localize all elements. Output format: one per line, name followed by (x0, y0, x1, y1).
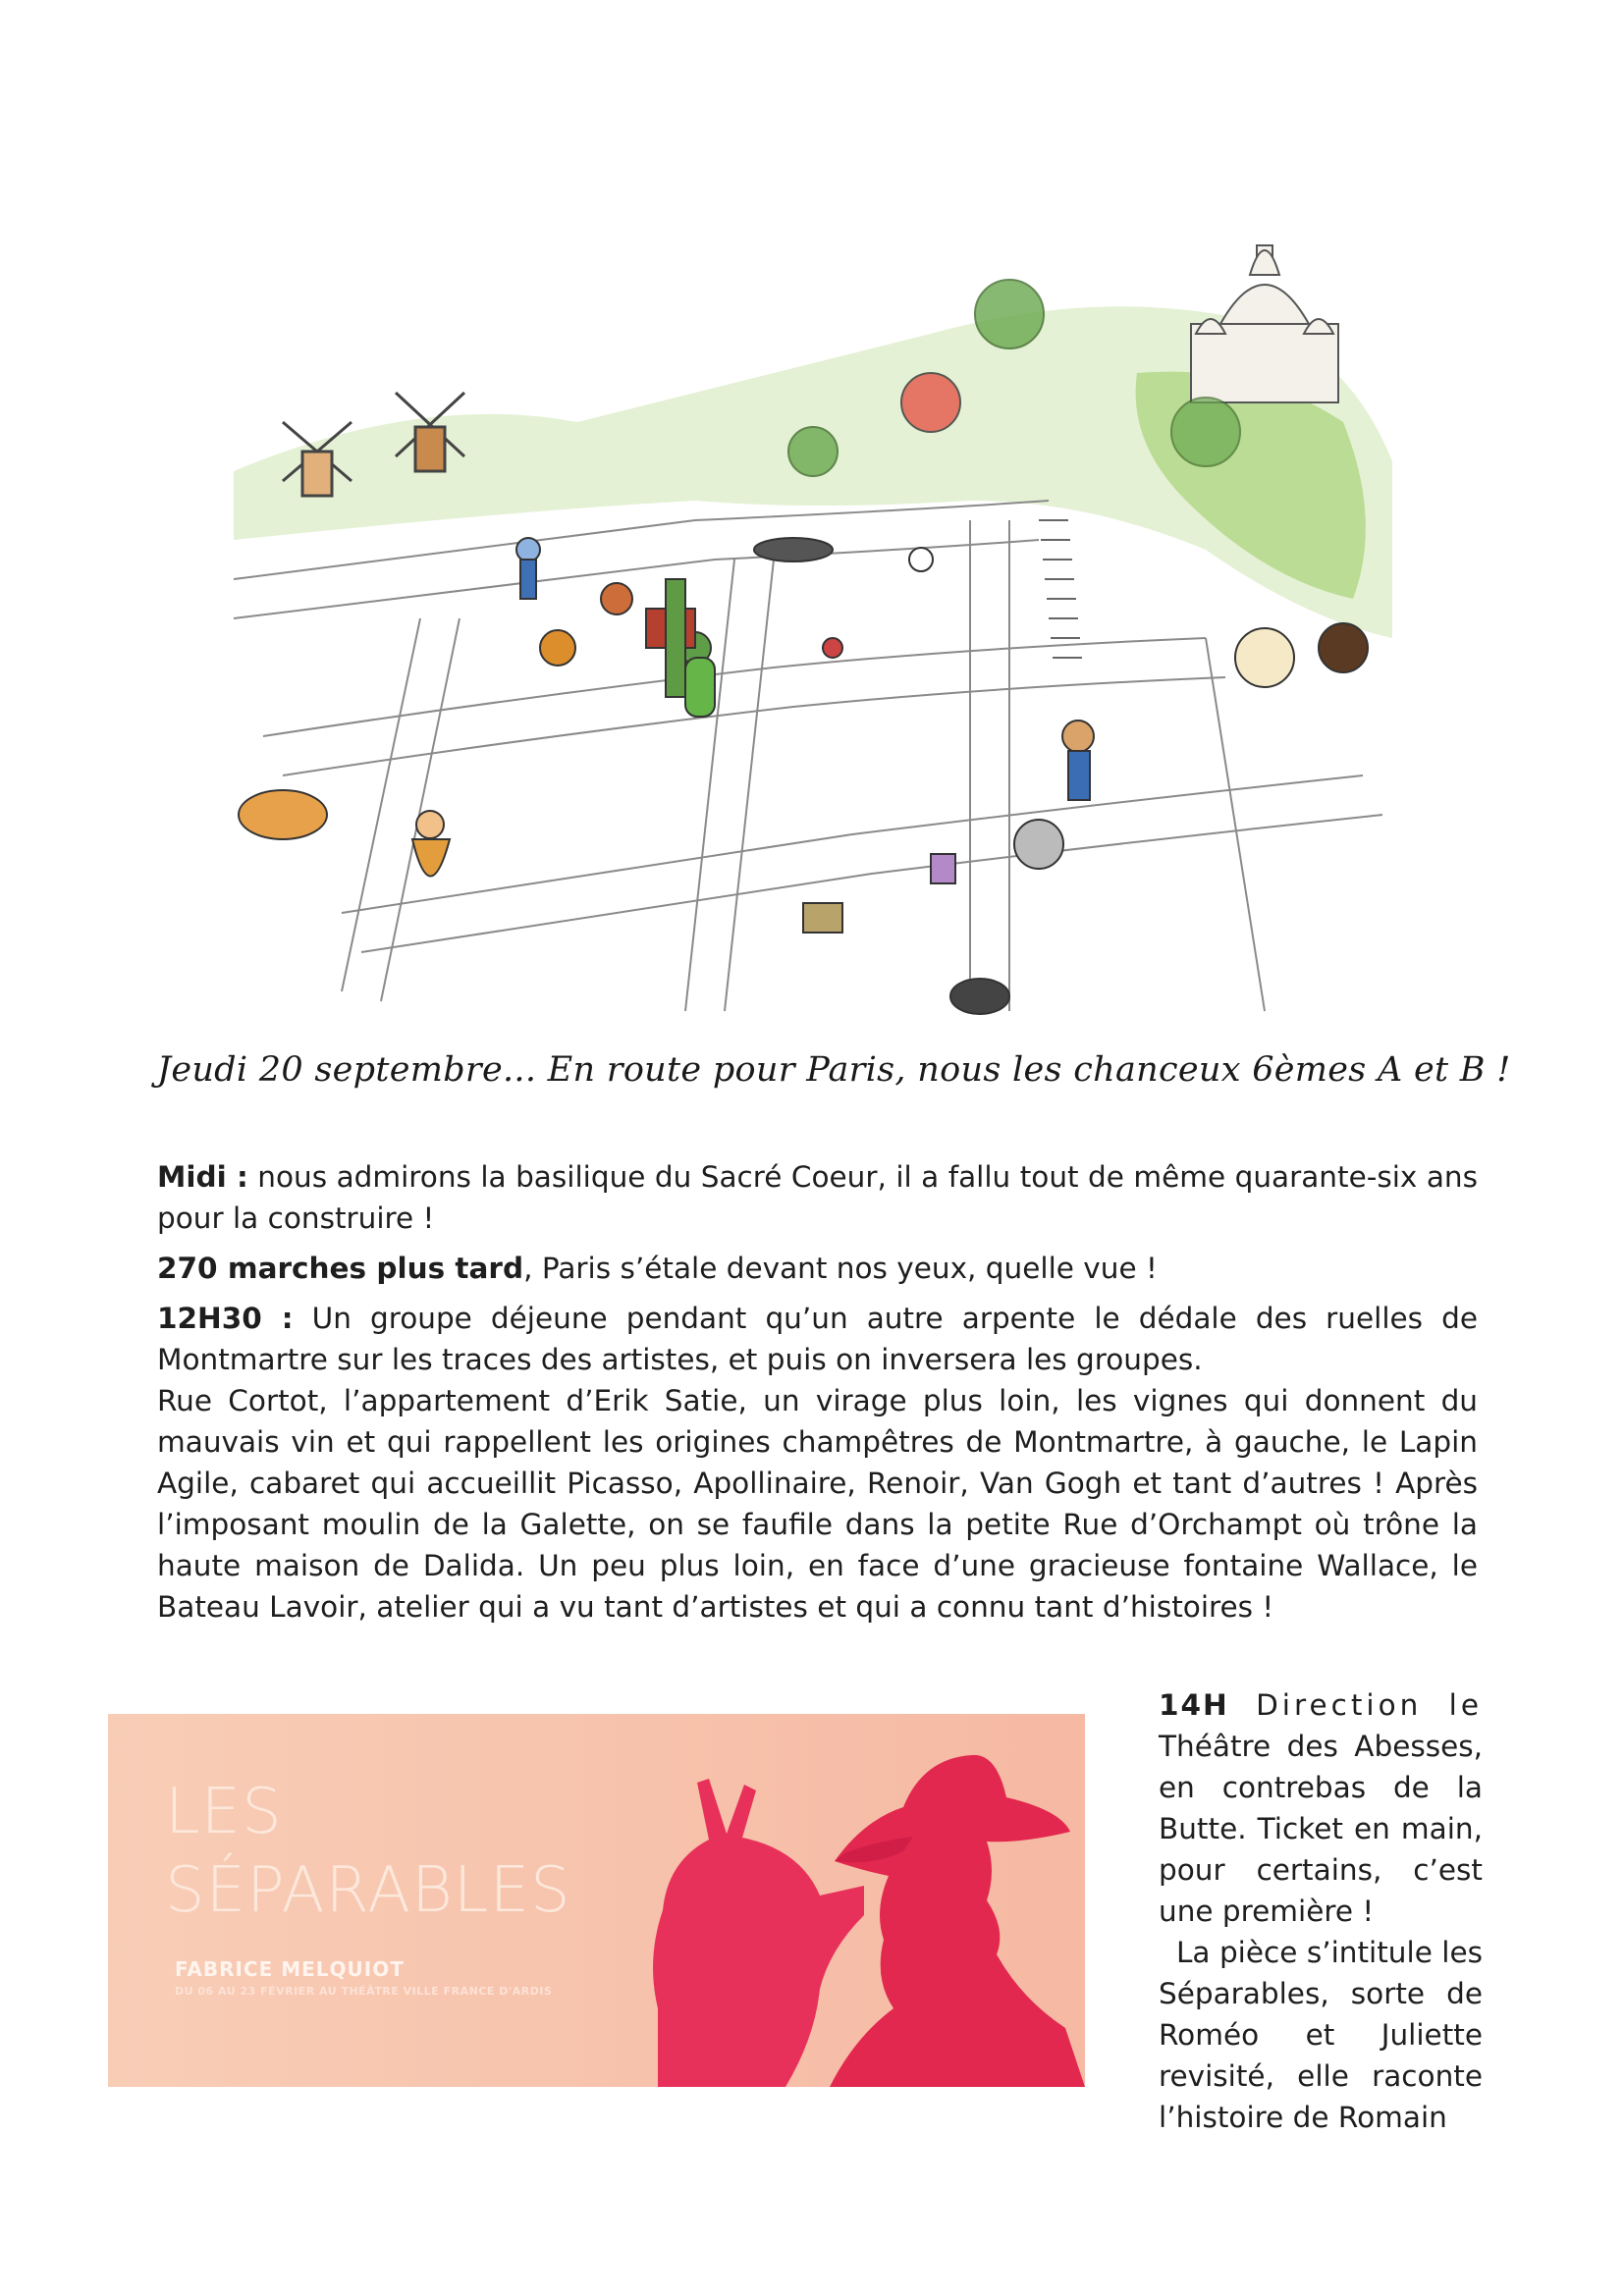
montmartre-map-illustration (224, 226, 1402, 1023)
paragraph-12h30 (157, 1298, 1478, 1380)
paragraph-midi (157, 1156, 1478, 1239)
paragraph-midi-text: nous admirons la basilique du Sacré Coeur, il a fallu tout de même quarante-six ans pour la construire ! (157, 1160, 1478, 1235)
side-text-1: Théâtre des Abesses, en contrebas de la Butte. Ticket en main, pour certains, c’est une première ! (1159, 1730, 1483, 1928)
time-label-14h: 14H (1159, 1688, 1229, 1722)
side-lead: Direction le (1228, 1688, 1483, 1722)
poster-title-line1: LES (165, 1776, 283, 1848)
paragraph-12h30-text: Un groupe déjeune pendant qu’un autre arpente le dédale des ruelles de Montmartre sur les traces des artistes, et puis on inversera les groupes. (157, 1302, 1478, 1376)
poster-dates: DU 06 AU 23 FÉVRIER AU THÉÂTRE VILLE FRANCE D'ARDIS (175, 1985, 553, 1998)
article-headline: Jeudi 20 septembre... En route pour Paris, nous les chanceux 6èmes A et B ! (157, 1050, 1511, 1090)
poster-title-line2: SÉPARABLES (165, 1854, 571, 1927)
paragraph-piece: La pièce s’intitule les Séparables, sorte de Roméo et Juliette revisité, elle raconte l’histoire de Romain (1159, 1936, 1483, 2134)
paragraph-rue-cortot: Rue Cortot, l’appartement d’Erik Satie, un virage plus loin, les vignes qui donnent du mauvais vin et qui rappellent les origines champêtres de Montmartre, à gauche, le Lapin Agile, cabaret qui accueillit Picasso, Apollinaire, Renoir, Van Gogh et tant d’autres ! Après l’imposant moulin de la Galette, on se faufile dans la petite Rue d’Orchampt où trône la haute maison de Dalida. Un peu plus loin, en face d’une gracieuse fontaine Wallace, le Bateau Lavoir, atelier qui a vu tant d’artistes et qui a connu tant d’histoires ! (157, 1384, 1478, 1624)
les-separables-poster (108, 1714, 1085, 2087)
paragraph-14h (1159, 1684, 1483, 1932)
time-label-midi: Midi : (157, 1160, 248, 1194)
lead-270-marches: 270 marches plus tard (157, 1252, 524, 1285)
poster-title (165, 1773, 571, 1930)
time-label-12h30: 12H30 : (157, 1302, 294, 1335)
poster-author: FABRICE MELQUIOT (175, 1957, 405, 1981)
side-column (1159, 1684, 1483, 2138)
article-body (157, 1156, 1478, 1636)
paragraph-270-marches-text: , Paris s’étale devant nos yeux, quelle vue ! (523, 1252, 1158, 1285)
paragraph-270-marches (157, 1248, 1478, 1289)
